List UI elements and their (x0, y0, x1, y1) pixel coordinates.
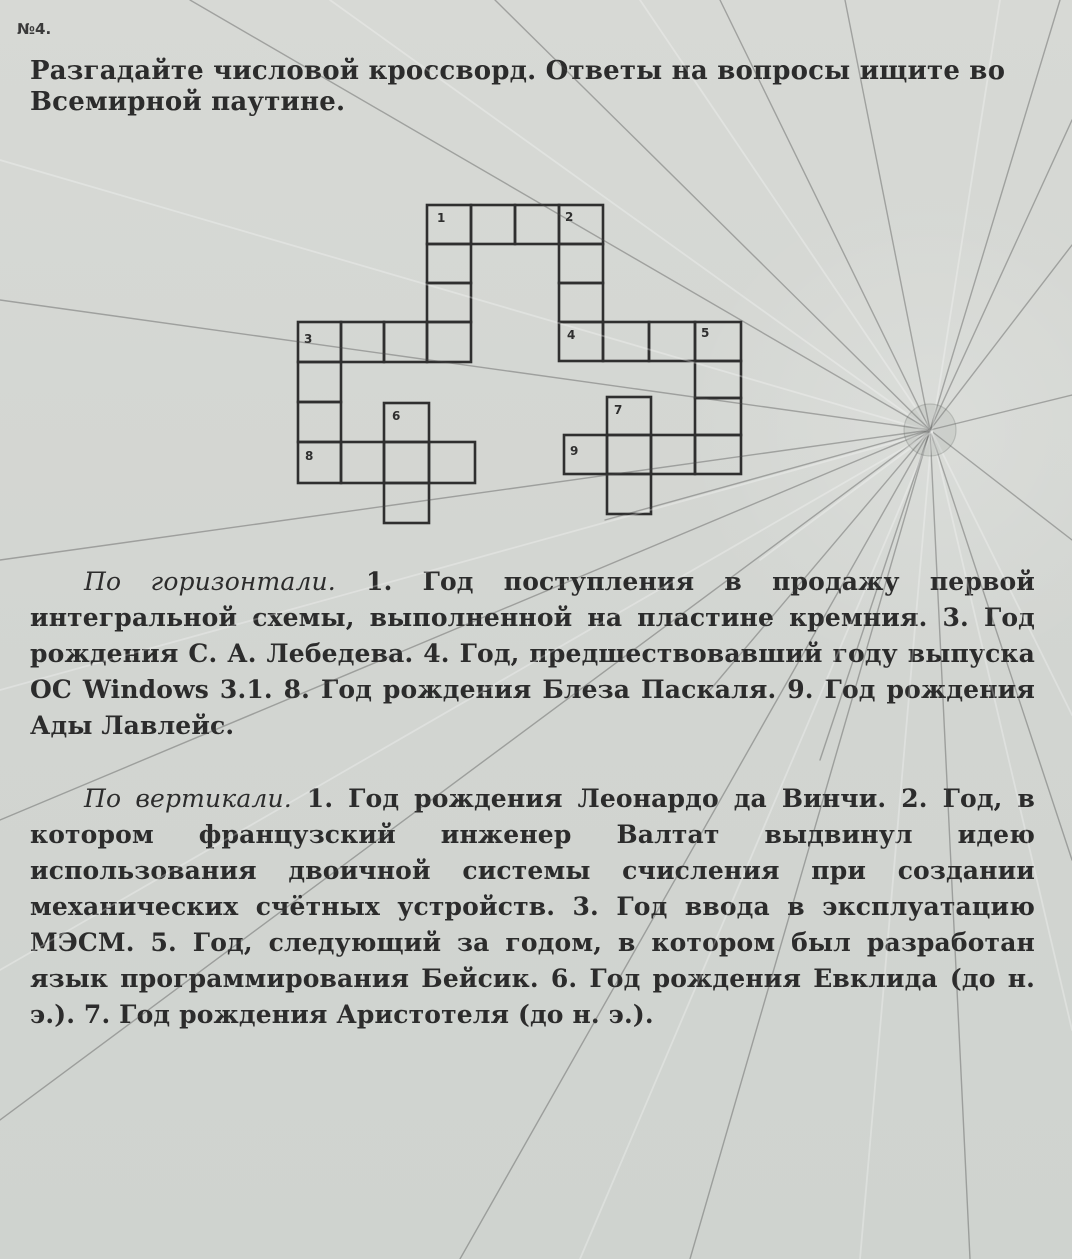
crossword-cell[interactable] (695, 435, 741, 474)
crossword-cell[interactable] (427, 205, 471, 244)
crossword-cell[interactable] (695, 398, 741, 435)
crossword-cell[interactable] (559, 244, 603, 283)
cell-number-4: 4 (567, 328, 576, 342)
cell-number-9: 9 (570, 444, 579, 458)
crossword-cell[interactable] (384, 322, 427, 362)
task-number: №4. (17, 20, 52, 38)
across-heading: По горизонтали. (84, 567, 336, 596)
crossword-cell[interactable] (429, 442, 475, 483)
crossword-cell[interactable] (559, 283, 603, 322)
crossword-cell[interactable] (341, 442, 384, 483)
task-instruction: Разгадайте числовой кроссворд. Ответы на вопросы ищите во Всемирной паутине. (30, 56, 1006, 117)
crossword-cell[interactable] (298, 362, 341, 402)
crossword-cell[interactable] (427, 244, 471, 283)
across-clues (30, 564, 1035, 744)
crossword-cell[interactable] (427, 322, 471, 362)
cell-number-5: 5 (701, 326, 710, 340)
crossword-cell[interactable] (341, 322, 384, 362)
crossword-cell[interactable] (384, 403, 429, 442)
crossword-cell[interactable] (695, 361, 741, 398)
crossword-cell[interactable] (649, 322, 695, 361)
cell-number-1: 1 (437, 211, 446, 225)
down-heading: По вертикали. (84, 784, 292, 813)
crossword-cell[interactable] (515, 205, 559, 244)
cell-number-2: 2 (565, 210, 574, 224)
crossword-cell[interactable] (471, 205, 515, 244)
down-clues (30, 781, 1035, 1033)
crossword-cell[interactable] (384, 483, 429, 523)
cell-number-3: 3 (304, 332, 313, 346)
cell-number-7: 7 (614, 403, 623, 417)
crossword-cell[interactable] (651, 435, 695, 474)
crossword-cell[interactable] (607, 474, 651, 514)
crossword-cell[interactable] (427, 283, 471, 322)
cell-number-6: 6 (392, 409, 401, 423)
across-clue-text: 1. Год поступления в продажу первой интегральной схемы, выполненной на пластине кремния. 3. Год рождения С. А. Лебедева. 4. Год, предшествовавший году выпуска ОС Windows 3.1. 8. Год рождения Блеза Паскаля. 9. Год рождения Ады Лавлейс. (30, 567, 1035, 740)
cell-number-8: 8 (305, 449, 314, 463)
crossword-cell[interactable] (384, 442, 429, 483)
crossword-cell[interactable] (559, 322, 603, 361)
down-clue-text: 1. Год рождения Леонардо да Винчи. 2. Год, в котором французский инженер Валтат выдвинул идею использования двоичной системы счисления при создании механических счётных устройств. 3. Год ввода в эксплуатацию МЭСМ. 5. Год, следующий за годом, в котором был разработан язык программирования Бейсик. 6. Год рождения Евклида (до н. э.). 7. Год рождения Аристотеля (до н. э.). (30, 784, 1035, 1029)
crossword-cells (298, 205, 741, 523)
crossword-cell[interactable] (607, 435, 651, 474)
crossword-cell[interactable] (603, 322, 649, 361)
crossword-cell[interactable] (298, 402, 341, 442)
